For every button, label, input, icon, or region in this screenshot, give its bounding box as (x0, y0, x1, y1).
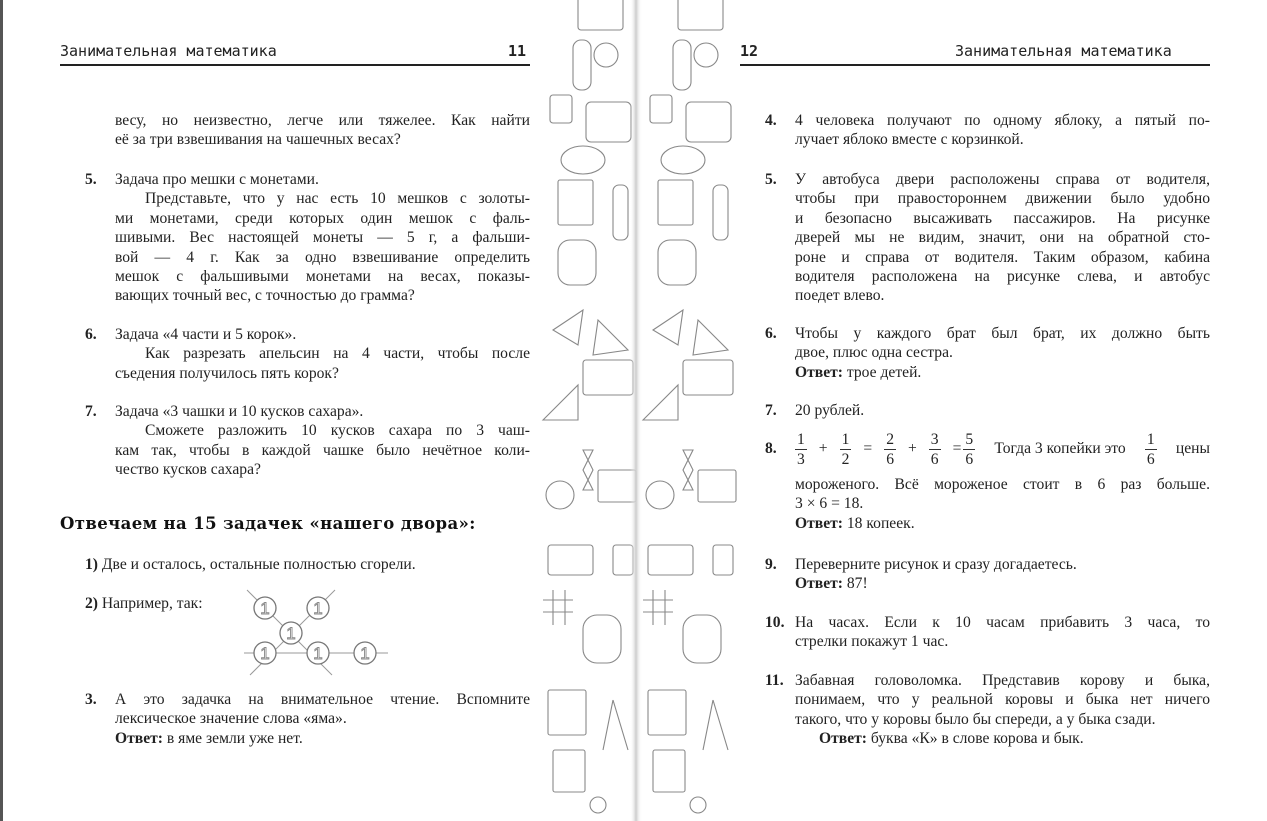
fraction-2-6: $\frac{2}{6}$ (886, 430, 894, 468)
text-line: ми монетами, среди которых один мешок с фаль- (115, 209, 530, 227)
lightbulb-icon (694, 43, 718, 67)
text-line: дверей мы не видим, значит, они на обратной сто- (795, 229, 1210, 247)
cloud-icon (561, 146, 605, 174)
right-running-header: Занимательная математика (955, 42, 1172, 60)
backpack-icon (683, 615, 721, 663)
item-number: 4. (765, 112, 777, 129)
answer-1 (85, 555, 530, 574)
doodle-strip (538, 0, 738, 821)
cloud-icon (661, 146, 705, 174)
answer-1-text: Две и осталось, остальные полностью сгорели. (101, 556, 416, 573)
problem-7 (85, 402, 530, 480)
left-header-rule (60, 64, 530, 66)
coin (354, 642, 376, 664)
problem-5 (85, 170, 530, 306)
book-icon (648, 690, 686, 735)
text-line: лучает яблоко вместе с корзинкой. (795, 131, 1024, 149)
problem-title: Задача «3 чашки и 10 кусков сахара». (115, 403, 364, 420)
scroll-icon (713, 185, 728, 240)
text-line: весу, но неизвестно, легче или тяжелее. Как найти (115, 112, 530, 129)
backpack-icon (558, 240, 596, 285)
item-number: 6. (765, 325, 777, 342)
text-line: чтобы при правостороннем движении было удобно (795, 190, 1210, 208)
left-page-number: 11 (508, 42, 527, 60)
backpack-icon (583, 615, 621, 663)
answer-label: Ответ: (115, 729, 163, 747)
equals-sign: = (863, 440, 873, 458)
laptop-icon (548, 545, 593, 575)
text-line: Забавная головоломка. Представив корову и быка, (795, 672, 1210, 689)
coin (254, 642, 276, 664)
answer-2-number: 2) (85, 595, 98, 612)
text-line: 3 × 6 = 18. (795, 495, 864, 513)
backpack-icon (658, 240, 696, 285)
book-gutter-shadow (630, 0, 642, 821)
glue-stick-icon (673, 40, 691, 90)
left-running-header: Занимательная математика (60, 42, 277, 60)
answer-line (795, 574, 1210, 593)
compass-icon (703, 700, 728, 750)
answer-10 (765, 613, 1210, 652)
notebook-icon (558, 180, 593, 225)
answer-9 (765, 555, 1210, 594)
text-line: такого, что у коровы было бы спереди, а у быка сзади. (795, 710, 1156, 728)
answer-5 (765, 170, 1210, 306)
answer-11 (765, 671, 1210, 749)
answers-heading: Отвечаем на 15 задачек «нашего двора»: (60, 514, 476, 533)
answer-1-number: 1) (85, 556, 98, 573)
open-book-icon (683, 360, 733, 395)
answer-4 (765, 111, 1210, 150)
text-line: лексическое значение слова «яма». (115, 710, 347, 728)
coin-value: 1 (260, 644, 270, 663)
window-edge (0, 0, 3, 821)
text-line: У автобуса двери расположены справа от водителя, (795, 171, 1210, 188)
coin (307, 597, 329, 619)
answer-line (795, 363, 1210, 382)
coin (254, 597, 276, 619)
calendar-icon (553, 750, 585, 792)
mug-icon (650, 95, 672, 123)
text-line: Сможете разложить 10 кусков сахара по 3 чаш- (145, 422, 530, 440)
plus-sign: + (907, 440, 917, 458)
hourglass-icon (683, 450, 693, 490)
coin-diagram (240, 585, 390, 680)
plus-sign: + (818, 440, 828, 458)
mouse-icon (590, 797, 606, 813)
answer-6 (765, 324, 1210, 382)
text-line: съедения получилось пять корок? (115, 364, 339, 382)
item-number: 9. (765, 556, 777, 573)
answer-label: Ответ: (795, 514, 843, 532)
answer-line (795, 729, 1210, 748)
answer-text: трое детей. (842, 363, 922, 381)
text-line: 4 человека получают по одному яблоку, а пятый по- (795, 112, 1210, 129)
text-line: А это задачка на внимательное чтение. Вспомните (115, 691, 530, 708)
bell-icon (553, 310, 583, 345)
equation-text: Тогда 3 копейки это (994, 440, 1126, 458)
item-number: 10. (765, 614, 785, 631)
fraction-equation (795, 428, 1210, 470)
text-line: 20 рублей. (795, 402, 865, 419)
book-icon (548, 690, 586, 735)
answer-7 (765, 401, 1210, 420)
text-line: мороженого. Всё мороженое стоит в 6 раз больше. (795, 476, 1210, 493)
answer-text: 87! (842, 575, 868, 593)
glue-stick-icon (573, 40, 591, 90)
item-number: 5. (85, 171, 97, 188)
answer-text: буква «К» в слове корова и бык. (866, 730, 1084, 748)
fraction-1-6: $\frac{1}{6}$ (1146, 430, 1155, 468)
coin-value: 1 (286, 624, 296, 643)
text-line: вающих точный вес, с точностью до грамма? (115, 287, 415, 305)
text-line: Чтобы у каждого брат был брат, их должно быть (795, 325, 1210, 342)
answer-label: Ответ: (795, 575, 843, 593)
answer-label: Ответ: (795, 363, 843, 381)
ruler-triangle-icon (593, 320, 628, 355)
problem-6 (85, 325, 530, 383)
item-number: 7. (765, 402, 777, 419)
text-line: мешок с фальшивыми монетами на весах, показы- (115, 268, 530, 286)
clock-icon (646, 481, 674, 509)
set-square-icon (643, 385, 678, 420)
item-number: 11. (765, 672, 784, 689)
text-line: её за три взвешивания на чашечных весах? (115, 131, 401, 149)
text-line: роне и справа от водителя. Таким образом, кабина (795, 248, 1210, 266)
coin-value: 1 (360, 644, 370, 663)
tic-tac-toe-icon (543, 590, 573, 625)
answer-2-text: Например, так: (101, 595, 203, 612)
item-number: 3. (85, 691, 97, 708)
item-number: 6. (85, 326, 97, 343)
text-line: вой — 4 г. Как за одно взвешивание определить (115, 248, 530, 266)
fraction-1-3: $\frac{1}{3}$ (797, 430, 805, 468)
text-line: стрелки покажут 1 час. (795, 633, 949, 651)
answer-line (115, 729, 530, 748)
text-line: кам так, чтобы в каждой чашке было нечётное коли- (115, 441, 530, 459)
answer-text: в яме земли уже нет. (162, 729, 303, 747)
text-line: Представьте, что у нас есть 10 мешков с золоты- (145, 190, 530, 208)
text-line: двое, плюс одна сестра. (795, 344, 953, 362)
mouse-icon (690, 797, 706, 813)
briefcase-icon (686, 102, 731, 142)
equation-text-end: цены (1175, 440, 1210, 458)
item-number: 5. (765, 171, 777, 188)
compass-icon (603, 700, 628, 750)
ruler-triangle-icon (693, 320, 728, 355)
right-header-rule (740, 64, 1210, 66)
hourglass-icon (583, 450, 593, 490)
tic-tac-toe-icon (643, 590, 673, 625)
answer-8-number: 8. (765, 440, 777, 457)
briefcase-icon (586, 102, 631, 142)
answer-label: Ответ: (819, 730, 867, 748)
coin (307, 642, 329, 664)
easel-icon (578, 0, 623, 30)
answer-text: 18 копеек. (842, 514, 915, 532)
mug-icon (550, 95, 572, 123)
coin-value: 1 (260, 599, 270, 618)
calendar-icon (653, 750, 685, 792)
text-line: Как разрезать апельсин на 4 части, чтобы после (145, 345, 530, 363)
problem-title: Задача про мешки с монетами. (115, 171, 319, 188)
coin-value: 1 (313, 644, 323, 663)
clock-icon (546, 481, 574, 509)
laptop-icon (648, 545, 693, 575)
bell-icon (653, 310, 683, 345)
text-line: чество кусков сахара? (115, 461, 261, 479)
text-line: шивыми. Вес настоящей монеты — 5 г, а фальши- (115, 229, 530, 247)
right-page-number: 12 (740, 42, 759, 60)
easel-icon (678, 0, 723, 30)
continuation-paragraph (115, 111, 530, 150)
box-icon (698, 470, 736, 502)
problem-title: Задача «4 части и 5 корок». (115, 326, 297, 343)
open-book-icon (583, 360, 633, 395)
text-line: поедет влево. (795, 287, 885, 305)
notebook-icon (658, 180, 693, 225)
text-line: водителя расположена на рисунке слева, и автобус (795, 268, 1210, 286)
fraction-3-6: $\frac{3}{6}$ (930, 430, 939, 468)
lightbulb-icon (594, 43, 618, 67)
answer-8 (765, 428, 1210, 533)
equals-sign: = (952, 440, 962, 458)
scroll-icon (613, 185, 628, 240)
problem-3-answer (85, 690, 530, 748)
text-line: Переверните рисунок и сразу догадаетесь. (795, 556, 1077, 573)
item-number: 7. (85, 403, 97, 420)
set-square-icon (543, 385, 578, 420)
fraction-5-6: $\frac{5}{6}$ (965, 430, 974, 468)
text-line: понимаем, что у реальной коровы и быка нет ничего (795, 691, 1210, 709)
text-line: На часах. Если к 10 часам прибавить 3 часа, то (795, 614, 1210, 631)
answer-8-result (795, 514, 1210, 533)
coin (280, 622, 302, 644)
calculator-icon (713, 545, 733, 575)
answer-8-lines (795, 475, 1210, 514)
fraction-1-2: $\frac{1}{2}$ (841, 430, 850, 468)
answer-2 (85, 594, 245, 613)
text-line: и безопасно высаживать пассажиров. На рисунке (795, 209, 1210, 227)
coin-value: 1 (313, 599, 323, 618)
